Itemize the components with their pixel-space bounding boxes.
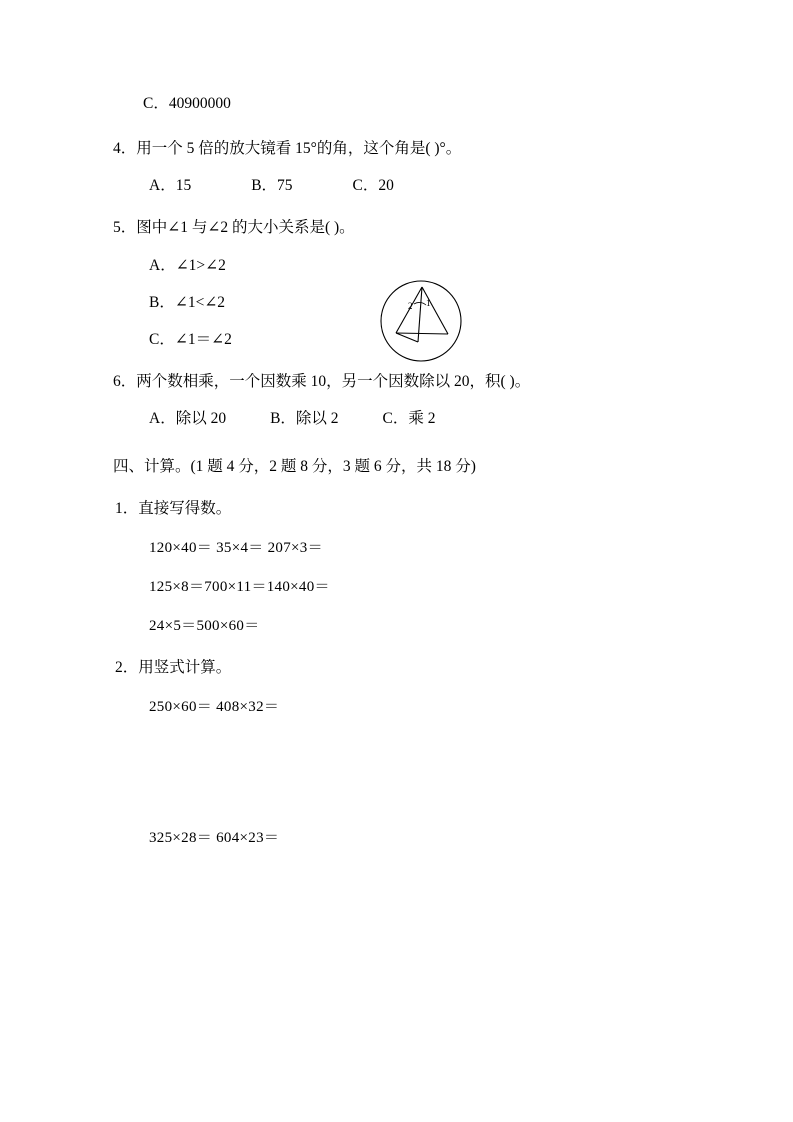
angle-label-2: 2: [408, 301, 413, 311]
question-4-options: [113, 173, 683, 195]
option-c-40900000: C．40900000: [143, 95, 231, 112]
calc-item-1-label: 1．直接写得数。: [115, 500, 232, 518]
question-6-options: [113, 406, 683, 428]
section-four-title: 四、计算。(1 题 4 分，2 题 8 分，3 题 6 分，共 18 分): [113, 458, 476, 476]
calc-item-1-row-2: 125×8＝700×11＝140×40＝: [149, 579, 330, 596]
calc-item-1-row-3: 24×5＝500×60＝: [149, 618, 260, 635]
question-4-stem: 4．用一个 5 倍的放大镜看 15°的角，这个角是( )°。: [113, 140, 462, 158]
question-4-option-c[interactable]: C．20: [352, 177, 394, 195]
page-content: [113, 92, 683, 847]
calc-item-2-row-2: 325×28＝ 604×23＝: [149, 830, 280, 847]
calc-item-2-row-1: 250×60＝ 408×32＝: [149, 699, 280, 716]
question-4-option-a[interactable]: A．15: [149, 177, 192, 195]
angle-label-1: 1: [426, 298, 431, 308]
question-5-stem: 5．图中∠1 与∠2 的大小关系是( )。: [113, 219, 355, 237]
question-5-option-c[interactable]: C．∠1＝∠2: [149, 331, 232, 349]
question-6-stem: 6．两个数相乘，一个因数乘 10，另一个因数除以 20，积( )。: [113, 373, 531, 391]
question-4-option-b[interactable]: B．75: [251, 177, 293, 195]
angle-diagram-svg: [378, 278, 464, 364]
question-5-option-b[interactable]: B．∠1<∠2: [149, 294, 226, 312]
calc-item-1-row-1: 120×40＝ 35×4＝ 207×3＝: [149, 540, 323, 557]
calc-item-2-label: 2．用竖式计算。: [115, 659, 232, 677]
question-5-option-a[interactable]: A．∠1>∠2: [149, 257, 226, 275]
circle-with-two-angles-figure: [378, 278, 464, 364]
question-6-option-a[interactable]: A．除以 20: [149, 410, 227, 428]
question-6-option-c[interactable]: C．乘 2: [382, 410, 436, 428]
question-6-option-b[interactable]: B．除以 2: [270, 410, 339, 428]
